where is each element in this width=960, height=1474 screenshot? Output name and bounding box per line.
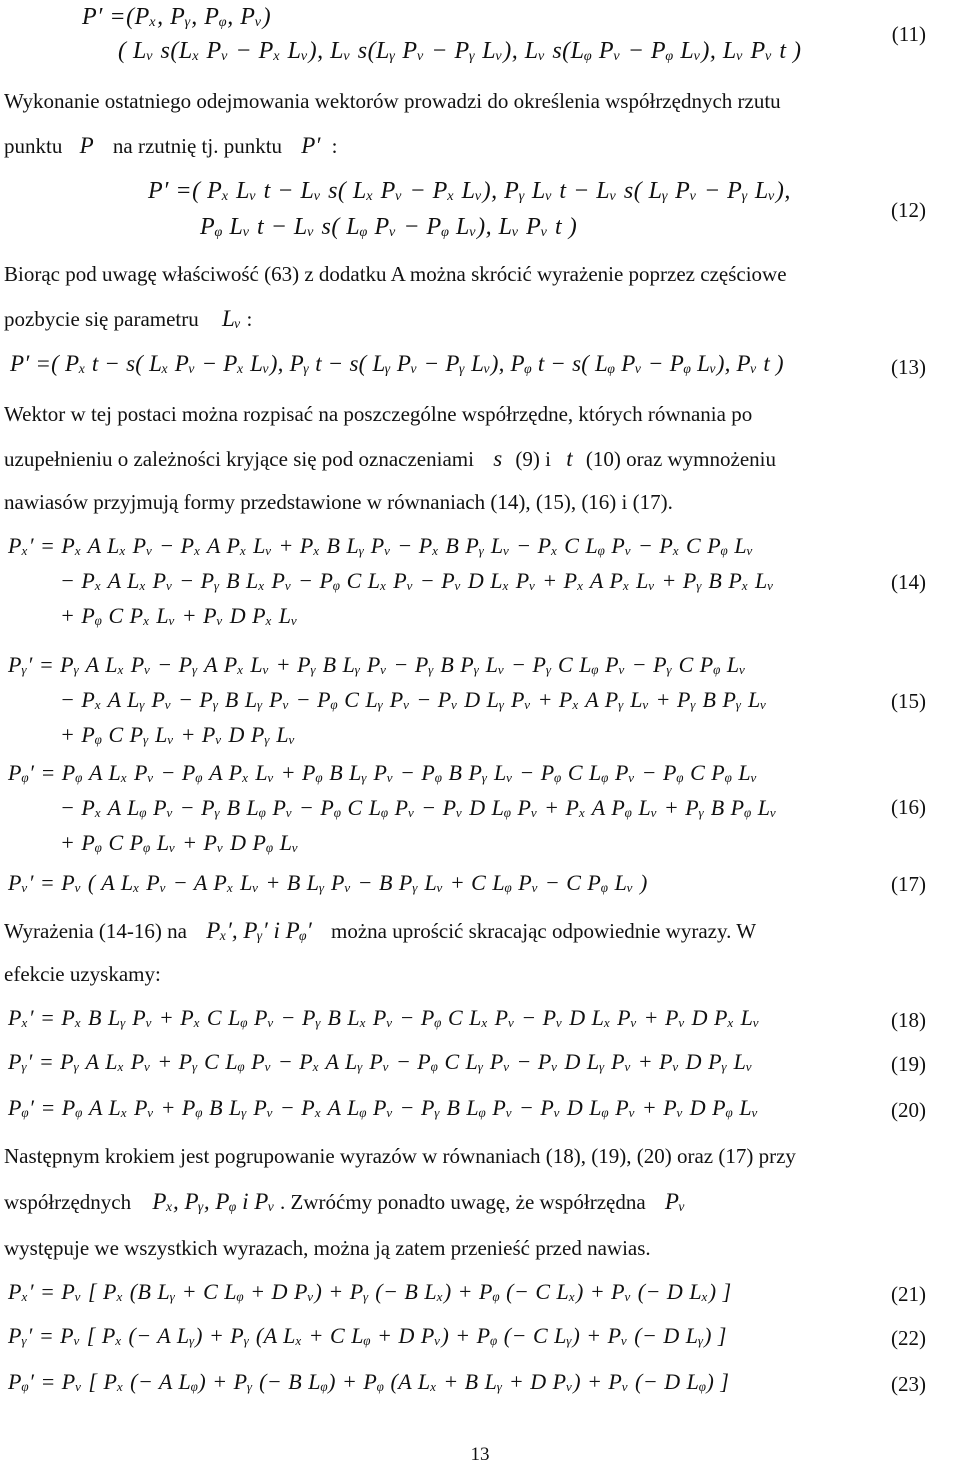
para3-symbol-s: s (493, 446, 503, 471)
para2-symbol-lw: Lᵥ (222, 306, 242, 331)
eq20-line1: Pᵩ′ = Pᵩ A Lₓ Pᵥ + Pᵩ B Lᵧ Pᵥ − Pₓ A Lᵩ Pᵥ − Pᵧ B Lᵩ Pᵥ − Pᵥ D Lᵩ Pᵥ + Pᵥ D Pᵩ Lᵥ (8, 1095, 759, 1120)
para4-line1 (4, 918, 756, 944)
para1-line2-b: na rzutnię tj. punktu (112, 134, 283, 158)
eq14-number: (14) (891, 570, 926, 594)
eq16-line1: Pᵩ′ = Pᵩ A Lₓ Pᵥ − Pᵩ A Pₓ Lᵥ + Pᵩ B Lᵧ Pᵥ − Pᵩ B Pᵧ Lᵥ − Pᵩ C Lᵩ Pᵥ − Pᵩ C Pᵩ Lᵥ (8, 760, 758, 785)
eq17-line1: Pᵥ′ = Pᵥ ( A Lₓ Pᵥ − A Pₓ Lᵥ + B Lᵧ Pᵥ − B Pᵧ Lᵥ + C Lᵩ Pᵥ − C Pᵩ Lᵥ ) (8, 870, 648, 895)
eq15-line2: − Pₓ A Lᵧ Pᵥ − Pᵧ B Lᵧ Pᵥ − Pᵩ C Lᵧ Pᵥ − Pᵥ D Lᵧ Pᵥ + Pₓ A Pᵧ Lᵥ + Pᵧ B Pᵧ Lᵥ (60, 687, 768, 712)
eq13-number: (13) (891, 355, 926, 379)
para5-line2-b: . Zwróćmy ponadto uwagę, że współrzędna (280, 1190, 646, 1214)
para5-line2 (4, 1189, 685, 1215)
eq16-line3: + Pᵩ C Pᵩ Lᵥ + Pᵥ D Pᵩ Lᵥ (60, 830, 300, 855)
para3-line2-c: (10) oraz wymnożeniu (585, 447, 776, 471)
eq22-line1: Pᵧ′ = Pᵥ [ Pₓ (− A Lᵧ) + Pᵧ (A Lₓ + C Lᵩ + D Pᵥ) + Pᵩ (− C Lᵧ) + Pᵥ (− D Lᵧ) ] (8, 1323, 727, 1348)
eq23-line1: Pᵩ′ = Pᵥ [ Pₓ (− A Lᵩ) + Pᵧ (− B Lᵩ) + Pᵩ (A Lₓ + B Lᵧ + D Pᵥ) + Pᵥ (− D Lᵩ) ] (8, 1369, 730, 1394)
eq18-line1: Pₓ′ = Pₓ B Lᵧ Pᵥ + Pₓ C Lᵩ Pᵥ − Pᵧ B Lₓ Pᵥ − Pᵩ C Lₓ Pᵥ − Pᵥ D Lₓ Pᵥ + Pᵥ D Pₓ Lᵥ (8, 1005, 761, 1030)
eq15-number: (15) (891, 689, 926, 713)
para1-line2-a: punktu (4, 134, 63, 158)
para4-symbols: Pₓ′, Pᵧ′ i Pᵩ′ (206, 918, 312, 943)
para1-line2 (4, 133, 337, 159)
para3-line1: Wektor w tej postaci można rozpisać na poszczególne współrzędne, których równania po (4, 402, 753, 426)
eq14-line2: − Pₓ A Lₓ Pᵥ − Pᵧ B Lₓ Pᵥ − Pᵩ C Lₓ Pᵥ − Pᵥ D Lₓ Pᵥ + Pₓ A Pₓ Lᵥ + Pᵧ B Pₓ Lᵥ (60, 568, 775, 593)
para1-line1: Wykonanie ostatniego odejmowania wektorów prowadzi do określenia współrzędnych rzutu (4, 89, 781, 113)
para5-symbols: Pₓ, Pᵧ, Pᵩ i Pᵥ (152, 1189, 275, 1214)
eq12-line1: P′ =( Pₓ Lᵥ t − Lᵥ s( Lₓ Pᵥ − Pₓ Lᵥ), Pᵧ Lᵥ t − Lᵥ s( Lᵧ Pᵥ − Pᵧ Lᵥ), (148, 178, 791, 204)
eq18-number: (18) (891, 1008, 926, 1032)
eq11-line2: ( Lᵥ s(Lₓ Pᵥ − Pₓ Lᵥ), Lᵥ s(Lᵧ Pᵥ − Pᵧ Lᵥ), Lᵥ s(Lᵩ Pᵥ − Pᵩ Lᵥ), Lᵥ Pᵥ t ) (118, 38, 802, 64)
para1-symbol-p: P (79, 133, 94, 158)
para2-line2-b: : (246, 307, 253, 331)
eq14-line1: Pₓ′ = Pₓ A Lₓ Pᵥ − Pₓ A Pₓ Lᵥ + Pₓ B Lᵧ Pᵥ − Pₓ B Pᵧ Lᵥ − Pₓ C Lᵩ Pᵥ − Pₓ C Pᵩ Lᵥ (8, 533, 754, 558)
para5-symbol-pw: Pᵥ (664, 1189, 686, 1214)
para2-line2-a: pozbycie się parametru (4, 307, 199, 331)
para5-line1: Następnym krokiem jest pogrupowanie wyrazów w równaniach (18), (19), (20) oraz (17) przy (4, 1144, 796, 1168)
para3-line3: nawiasów przyjmują formy przedstawione w równaniach (14), (15), (16) i (17). (4, 490, 673, 514)
eq19-line1: Pᵧ′ = Pᵧ A Lₓ Pᵥ + Pᵧ C Lᵩ Pᵥ − Pₓ A Lᵧ Pᵥ − Pᵩ C Lᵧ Pᵥ − Pᵥ D Lᵧ Pᵥ + Pᵥ D Pᵧ Lᵥ (8, 1049, 753, 1074)
eq21-line1: Pₓ′ = Pᵥ [ Pₓ (B Lᵧ + C Lᵩ + D Pᵥ) + Pᵧ (− B Lₓ) + Pᵩ (− C Lₓ) + Pᵥ (− D Lₓ) ] (8, 1279, 732, 1304)
eq16-line2: − Pₓ A Lᵩ Pᵥ − Pᵧ B Lᵩ Pᵥ − Pᵩ C Lᵩ Pᵥ − Pᵥ D Lᵩ Pᵥ + Pₓ A Pᵩ Lᵥ + Pᵧ B Pᵩ Lᵥ (60, 795, 778, 820)
para1-symbol-pprime: P′ (301, 133, 321, 158)
eq23-number: (23) (891, 1372, 926, 1396)
para5-line3: występuje we wszystkich wyrazach, można ją zatem przenieść przed nawias. (4, 1236, 651, 1260)
para4-line1-b: można uprościć skracając odpowiednie wyrazy. W (330, 919, 757, 943)
eq13-line1: P′ =( Pₓ t − s( Lₓ Pᵥ − Pₓ Lᵥ), Pᵧ t − s( Lᵧ Pᵥ − Pᵧ Lᵥ), Pᵩ t − s( Lᵩ Pᵥ − Pᵩ Lᵥ), Pᵥ t ) (10, 351, 784, 376)
page-number: 13 (470, 1444, 490, 1465)
para3-line2 (4, 446, 776, 472)
para3-line2-a: uzupełnieniu o zależności kryjące się pod oznaczeniami (4, 447, 474, 471)
para2-line2 (4, 306, 252, 332)
eq12-number: (12) (891, 198, 926, 222)
eq11-line1: P′ =(Pₓ, Pᵧ, Pᵩ, Pᵥ) (82, 4, 272, 30)
para2-line1: Biorąc pod uwagę właściwość (63) z dodatku A można skrócić wyrażenie poprzez częściowe (4, 262, 787, 286)
eq16-number: (16) (891, 795, 926, 819)
eq20-number: (20) (891, 1098, 926, 1122)
eq14-line3: + Pᵩ C Pₓ Lᵥ + Pᵥ D Pₓ Lᵥ (60, 603, 299, 628)
eq21-number: (21) (891, 1282, 926, 1306)
para4-line1-a: Wyrażenia (14-16) na (4, 919, 187, 943)
eq19-number: (19) (891, 1052, 926, 1076)
eq11-number: (11) (891, 22, 926, 46)
eq22-number: (22) (891, 1326, 926, 1350)
para4-line2: efekcie uzyskamy: (4, 962, 161, 986)
para5-line2-a: współrzędnych (4, 1190, 132, 1214)
eq15-line3: + Pᵩ C Pᵧ Lᵥ + Pᵥ D Pᵧ Lᵥ (60, 722, 296, 747)
eq17-number: (17) (891, 872, 926, 896)
para3-line2-b: (9) i (515, 447, 551, 471)
para1-line2-c: : (331, 134, 338, 158)
para3-symbol-t: t (566, 446, 573, 471)
eq12-line2: Pᵩ Lᵥ t − Lᵥ s( Lᵩ Pᵥ − Pᵩ Lᵥ), Lᵥ Pᵥ t ) (200, 214, 578, 240)
eq15-line1: Pᵧ′ = Pᵧ A Lₓ Pᵥ − Pᵧ A Pₓ Lᵥ + Pᵧ B Lᵧ Pᵥ − Pᵧ B Pᵧ Lᵥ − Pᵧ C Lᵩ Pᵥ − Pᵧ C Pᵩ Lᵥ (8, 652, 747, 677)
